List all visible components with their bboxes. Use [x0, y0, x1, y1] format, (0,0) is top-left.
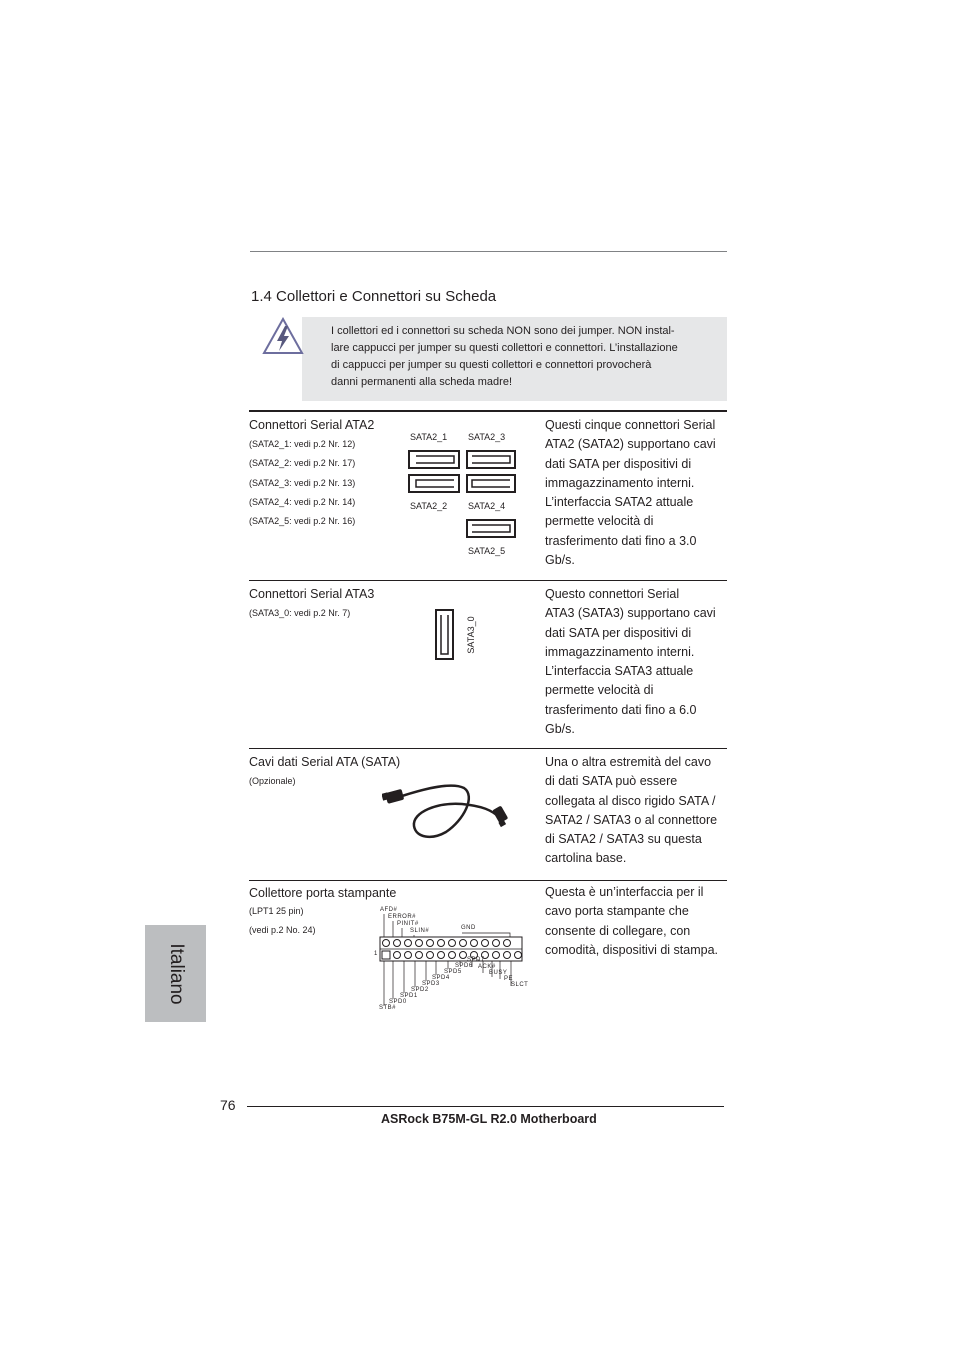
pin-label: SPD7: [467, 957, 485, 963]
row-sub-sata3: (SATA3_0: vedi p.2 Nr. 7): [249, 608, 351, 618]
row-title-sata-cable: Cavi dati Serial ATA (SATA): [249, 755, 401, 769]
pin-label: SPD4: [432, 975, 450, 981]
warning-text: I collettori ed i connettori su scheda NON sono dei jumper. NON instal- lare cappucci per jumper su questi collettori e connettori. L’installazione di cappucci per jumper su questi collettori e connettori provocherà danni permanenti alla scheda madre!: [331, 325, 678, 388]
sata2-connectors-diagram: [408, 449, 518, 539]
pin-label: ERROR#: [388, 914, 417, 920]
pin-label: ACK#: [478, 964, 496, 970]
label-sata2-3: SATA2_3: [468, 432, 506, 442]
pin-label: SPD2: [411, 987, 429, 993]
footer-rule: [247, 1106, 724, 1107]
row-sub-sata2: (SATA2_1: vedi p.2 Nr. 12) (SATA2_2: vedi p.2 Nr. 17) (SATA2_3: vedi p.2 Nr. 13) (SATA2_4: vedi p.2 Nr. 14) (SATA2_5: vedi p.2 Nr. 16): [249, 439, 356, 527]
pin-label: SLCT: [511, 982, 529, 988]
language-side-tab: [145, 925, 206, 1022]
row-title-printer-header: Collettore porta stampante: [249, 886, 397, 900]
page-number: 76: [220, 1097, 236, 1113]
pin-label: PE: [504, 976, 514, 982]
row-sub-sata-cable: (Opzionale): [249, 776, 296, 786]
label-sata2-4: SATA2_4: [468, 501, 506, 511]
pin-label: AFD#: [380, 907, 398, 913]
row-desc-sata2: Questi cinque connettori Serial ATA2 (SATA2) supportano cavi dati SATA per dispositivi di immagazzinamento interni. L’interfaccia SATA2 attuale permette velocità di trasferimento dati fino a 3.0 Gb/s.: [545, 418, 716, 568]
row-desc-sata3: Questo connettori Serial ATA3 (SATA3) supportano cavi dati SATA per dispositivi di immagazzinamento interni. L’interfaccia SATA3 attuale permette velocità di trasferimento dati fino a 6.0 Gb/s.: [545, 587, 716, 737]
table-top-rule: [249, 410, 727, 412]
pin1-label: 1: [374, 951, 378, 957]
sata-cable-image: [382, 776, 512, 842]
section-title: 1.4 Collettori e Connettori su Scheda: [251, 288, 497, 305]
row-desc-printer-header: Questa è un’interfaccia per il cavo porta stampante che consente di collegare, con comodità, dispositivi di stampa.: [545, 885, 718, 957]
row-desc-sata-cable: Una o altra estremità del cavo di dati SATA può essere collegata al disco rigido SATA / SATA2 / SATA3 o al connettore di SATA2 / SATA3 su questa cartolina base.: [545, 755, 718, 866]
sata3-connector-diagram: [434, 609, 456, 661]
row-divider: [249, 748, 727, 749]
row-title-sata3: Connettori Serial ATA3: [249, 587, 375, 601]
row-sub-printer-header: (LPT1 25 pin) (vedi p.2 No. 24): [249, 906, 316, 936]
row-divider: [249, 580, 727, 581]
pin-label: SPD6: [455, 963, 473, 969]
footer-text: ASRock B75M-GL R2.0 Motherboard: [381, 1112, 597, 1126]
pin-label: SPD5: [444, 969, 462, 975]
pin-label: SPD3: [422, 981, 440, 987]
pin-label: PINIT#: [397, 921, 419, 927]
row-title-sata2: Connettori Serial ATA2: [249, 418, 375, 432]
pin-label: BUSY: [489, 970, 508, 976]
label-sata3-0: SATA3_0: [466, 616, 476, 654]
language-label: Italiano: [165, 942, 187, 1005]
pin-label: SLIN#: [410, 928, 430, 934]
warning-icon: [262, 317, 304, 355]
top-rule: [250, 251, 727, 252]
pin-label: STB#: [379, 1005, 397, 1011]
label-sata2-1: SATA2_1: [410, 432, 448, 442]
pin-label: SPD0: [389, 999, 407, 1005]
pin-label: GND: [461, 925, 476, 931]
pin-label: SPD1: [400, 993, 418, 999]
label-sata2-5: SATA2_5: [468, 546, 506, 556]
row-divider: [249, 880, 727, 881]
label-sata2-2: SATA2_2: [410, 501, 448, 511]
